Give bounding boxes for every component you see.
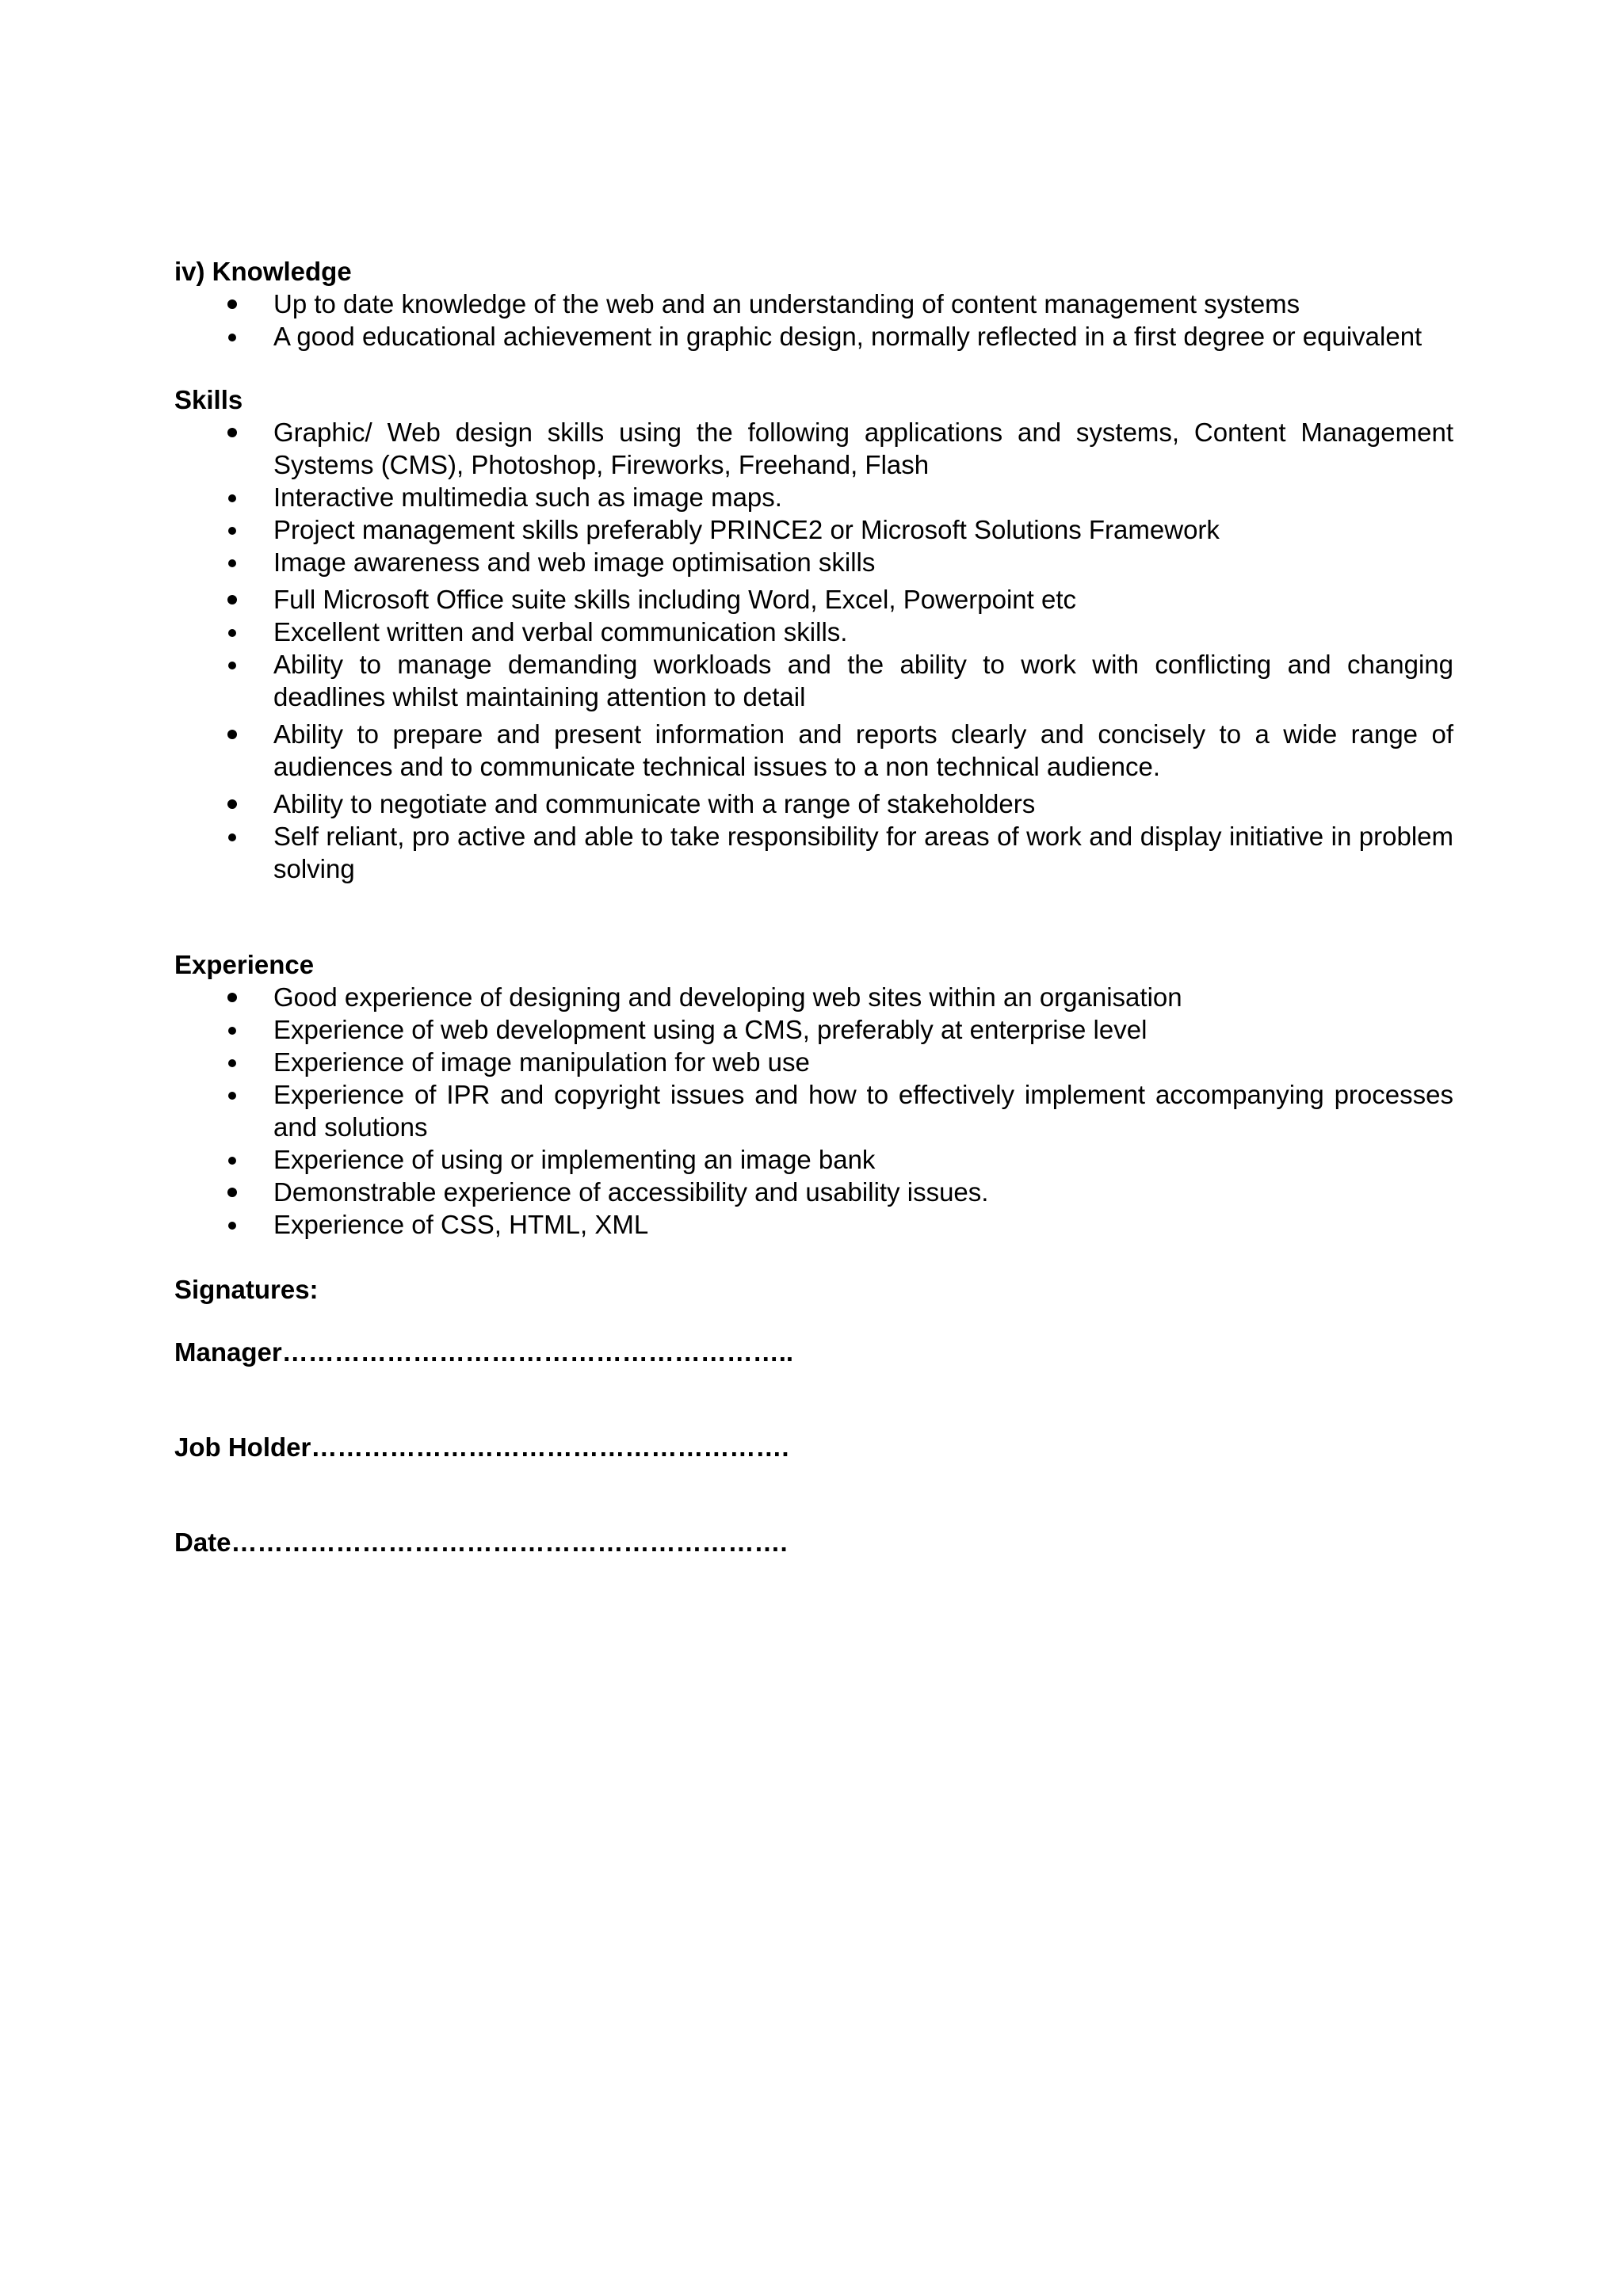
list-item-text: Experience of using or implementing an image bank [273,1145,876,1174]
bullet-icon [228,1092,236,1100]
knowledge-heading: iv) Knowledge [174,257,352,286]
experience-heading: Experience [174,950,315,979]
list-item [174,288,1453,320]
bullet-icon [228,1157,236,1165]
list-item-text: Project management skills preferably PRINCE2 or Microsoft Solutions Framework [273,515,1220,544]
bullet-icon [227,595,237,605]
list-item [174,820,1453,885]
bullet-icon [228,1027,236,1035]
list-item [174,546,1453,578]
list-item-text: Ability to negotiate and communicate with a range of stakeholders [273,789,1036,818]
bullet-icon [228,559,236,567]
experience-list [174,981,1453,1241]
bullet-icon [227,299,237,309]
list-item [174,1143,1453,1176]
signatures-heading: Signatures: [174,1275,319,1304]
bullet-icon [227,730,237,739]
list-item [174,583,1453,616]
bullet-icon [228,334,236,341]
bullet-icon [228,629,236,637]
list-item-text: Experience of IPR and copyright issues and how to effectively implement accompanying processes and solutions [273,1080,1453,1142]
list-item-text: Self reliant, pro active and able to take responsibility for areas of work and display initiative in problem solving [273,822,1453,883]
list-item [174,1208,1453,1241]
list-item [174,416,1453,481]
skills-list [174,416,1453,885]
list-item [174,481,1453,513]
bullet-icon [228,662,236,669]
bullet-icon [228,1222,236,1230]
bullet-icon [228,1059,236,1067]
list-item-text: Full Microsoft Office suite skills including Word, Excel, Powerpoint etc [273,585,1076,614]
list-item-text: Up to date knowledge of the web and an understanding of content management systems [273,289,1300,318]
list-item [174,513,1453,546]
bullet-icon [227,993,237,1002]
bullet-icon [227,799,237,809]
list-item-text: A good educational achievement in graphic design, normally reflected in a first degree or equivalent [273,322,1423,351]
list-item-text: Experience of image manipulation for web use [273,1047,810,1077]
bullet-icon [227,1188,237,1197]
list-item-text: Image awareness and web image optimisation skills [273,547,876,577]
bullet-icon [228,833,236,841]
list-item [174,616,1453,648]
bullet-icon [227,428,237,437]
list-item-text: Interactive multimedia such as image maps. [273,482,782,512]
document-content [174,255,1453,1558]
knowledge-list [174,288,1453,353]
list-item [174,1046,1453,1078]
list-item [174,788,1453,820]
list-item-text: Ability to manage demanding workloads and the ability to work with conflicting and changing deadlines whilst maintaining attention to detail [273,650,1453,711]
list-item [174,1078,1453,1143]
job-holder-signature-line: Job Holder………………………………………………. [174,1432,789,1462]
list-item [174,320,1453,353]
manager-signature-line: Manager………………………………………………….. [174,1337,794,1367]
list-item-text: Ability to prepare and present information and reports clearly and concisely to a wide range of audiences and to communicate technical issues to a non technical audience. [273,719,1453,781]
list-item-text: Excellent written and verbal communication skills. [273,617,848,646]
bullet-icon [228,527,236,535]
list-item [174,718,1453,783]
list-item-text: Good experience of designing and developing web sites within an organisation [273,982,1182,1012]
list-item [174,648,1453,713]
date-signature-line: Date………………………………………………………. [174,1527,788,1557]
list-item [174,1013,1453,1046]
skills-heading: Skills [174,385,243,414]
list-item [174,981,1453,1013]
list-item-text: Experience of CSS, HTML, XML [273,1210,649,1239]
list-item-text: Demonstrable experience of accessibility and usability issues. [273,1177,989,1207]
list-item-text: Graphic/ Web design skills using the following applications and systems, Content Management Systems (CMS), Photoshop, Fireworks, Freehand, Flash [273,418,1453,479]
list-item-text: Experience of web development using a CMS, preferably at enterprise level [273,1015,1148,1044]
list-item [174,1176,1453,1208]
bullet-icon [228,494,236,502]
